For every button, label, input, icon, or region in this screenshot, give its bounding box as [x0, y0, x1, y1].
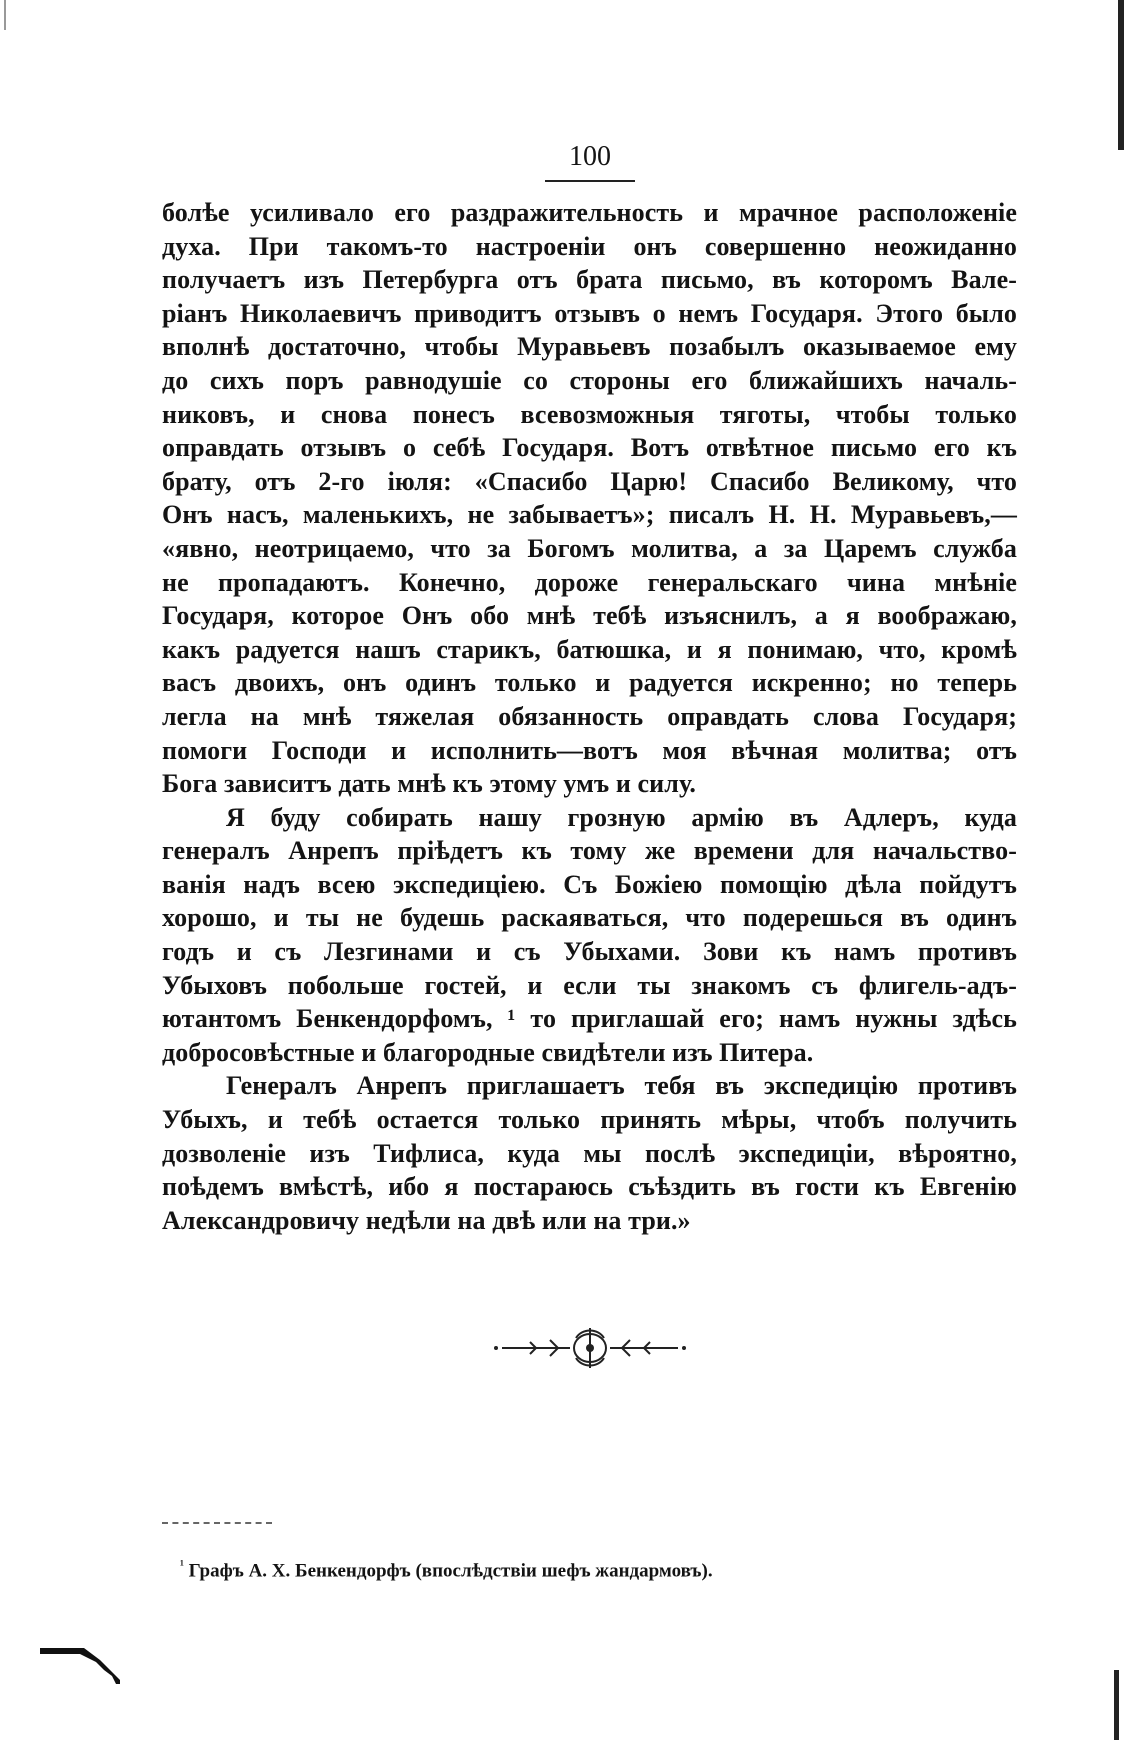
text-line: Генералъ Анрепъ приглашаетъ тебя въ экспедицію противъ [226, 1071, 1017, 1101]
text-line: легла на мнѣ тяжелая обязанность оправдать слова Государя; [162, 701, 1017, 731]
scan-edge-right-bottom [1114, 1670, 1119, 1740]
text-line: помоги Господи и исполнить—вотъ моя вѣчная молитва; отъ [162, 735, 1017, 765]
text-line: никовъ, и снова понесъ всевозможныя тяготы, чтобы только [162, 399, 1017, 429]
text-line: Бога зависитъ дать мнѣ къ этому умъ и силу. [162, 769, 697, 799]
text-line: болѣе усиливало его раздражительность и мрачное расположеніе [162, 198, 1017, 227]
text-line: васъ двоихъ, онъ одинъ только и радуется искренно; но теперь [162, 668, 1017, 698]
text-line: Убыховъ побольше гостей, и если ты знакомъ съ флигель-адъ- [162, 970, 1017, 1000]
scan-edge-left [4, 0, 6, 30]
text-line: Я буду собирать нашу грозную армію въ Адлеръ, куда [226, 802, 1017, 832]
text-line: Убыхъ, и тебѣ остается только принять мѣры, чтобъ получить [162, 1105, 1017, 1135]
text-line: до сихъ поръ равнодушіе со стороны его ближайшихъ началь- [162, 365, 1017, 395]
body-text [162, 196, 1017, 1237]
text-line: хорошо, и ты не будешь раскаяваться, что подерешься въ одинъ [162, 903, 1017, 933]
text-line: добросовѣстные и благородные свидѣтели изъ Питера. [162, 1037, 814, 1067]
footnote-marker: ¹ [180, 1557, 184, 1572]
text-line: вполнѣ достаточно, чтобы Муравьевъ позабылъ оказываемое ему [162, 332, 1017, 362]
scan-edge-right [1118, 0, 1124, 150]
text-line: генералъ Анрепъ пріѣдетъ къ тому же времени для начальство- [162, 836, 1017, 866]
scan-artifact-mark [40, 1640, 130, 1690]
footnote-text: Графъ А. Х. Бенкендорфъ (впослѣдствіи шефъ жандармовъ). [188, 1560, 713, 1582]
printer-ornament-icon [490, 1318, 690, 1378]
text-line: ріанъ Николаевичъ приводитъ отзывъ о немъ Государя. Этого было [162, 298, 1017, 328]
footnote-rule [162, 1522, 272, 1524]
text-line: брату, отъ 2-го іюля: «Спасибо Царю! Спасибо Великому, что [162, 466, 1017, 496]
text-line: Александровичу недѣли на двѣ или на три.» [162, 1205, 691, 1235]
text-line: Онъ насъ, маленькихъ, не забываетъ»; писалъ Н. Н. Муравьевъ,— [162, 500, 1017, 530]
text-line: годъ и съ Лезгинами и съ Убыхами. Зови къ намъ противъ [162, 937, 1017, 967]
text-line: поѣдемъ вмѣстѣ, ибо я постараюсь съѣздить въ гости къ Евгенію [162, 1172, 1017, 1202]
text-line: ютантомъ Бенкендорфомъ, ¹ то приглашай его; намъ нужны здѣсь [162, 1004, 1017, 1034]
text-line: ванія надъ всею экспедиціею. Съ Божіею помощію дѣла пойдутъ [162, 869, 1017, 899]
text-line: Государя, которое Онъ обо мнѣ тебѣ изъяснилъ, а я воображаю, [162, 601, 1017, 631]
text-line: «явно, неотрицаемо, что за Богомъ молитва, а за Царемъ служба [162, 533, 1017, 563]
text-line: оправдать отзывъ о себѣ Государя. Вотъ отвѣтное письмо его къ [162, 433, 1017, 463]
text-line: какъ радуется нашъ старикъ, батюшка, и я понимаю, что, кромѣ [162, 634, 1017, 664]
footnote [180, 1552, 880, 1584]
text-line: не пропадаютъ. Конечно, дороже генеральскаго чина мнѣніе [162, 567, 1017, 597]
page-number: 100 [569, 141, 611, 172]
text-line: духа. При такомъ-то настроеніи онъ совершенно неожиданно [162, 231, 1017, 261]
page-number-rule [545, 180, 635, 182]
text-line: получаетъ изъ Петербурга отъ брата письмо, въ которомъ Вале- [162, 265, 1017, 295]
text-line: дозволеніе изъ Тифлиса, куда мы послѣ экспедиціи, вѣроятно, [162, 1138, 1017, 1168]
